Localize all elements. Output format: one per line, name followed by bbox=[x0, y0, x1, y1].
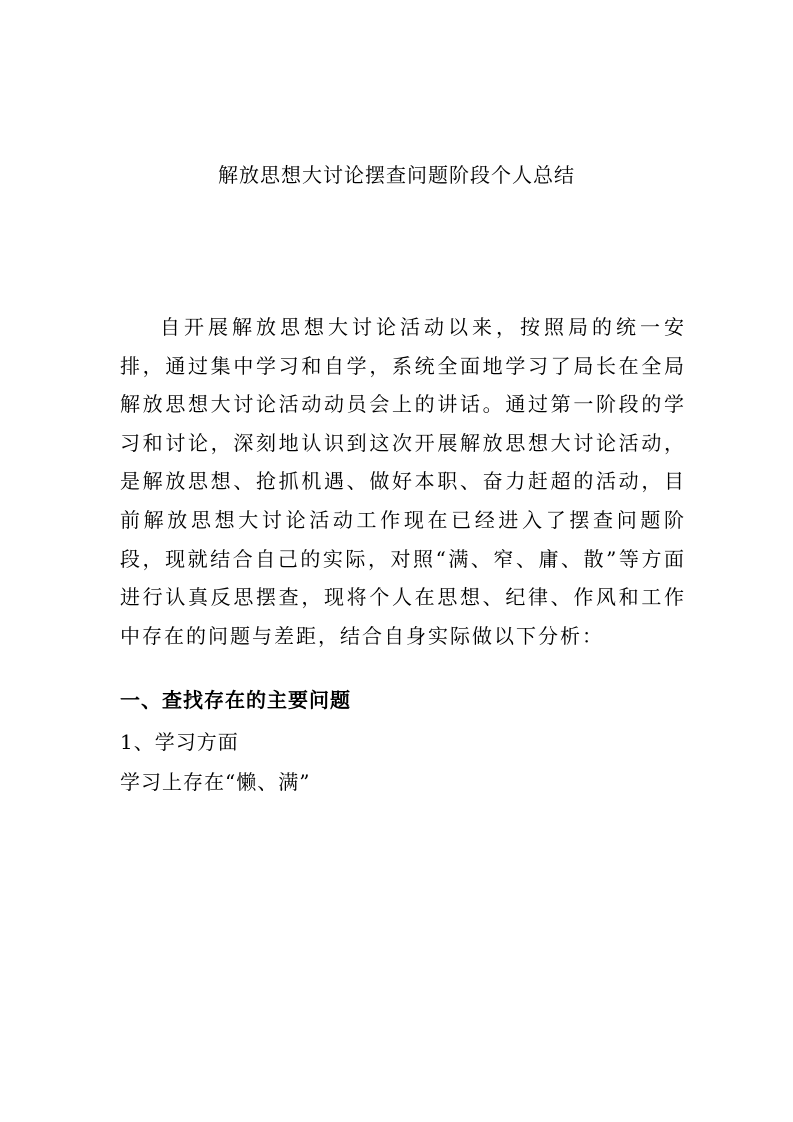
sub-heading: 1、学习方面 bbox=[120, 730, 239, 754]
section-heading: 一、查找存在的主要问题 bbox=[120, 688, 351, 712]
document-title: 解放思想大讨论摆查问题阶段个人总结 bbox=[218, 163, 575, 187]
body-line: 学习上存在“懒、满” bbox=[120, 770, 311, 794]
intro-paragraph: 自开展解放思想大讨论活动以来，按照局的统一安排，通过集中学习和自学，系统全面地学习了局长在全局解放思想大讨论活动动员会上的讲话。通过第一阶段的学习和讨论，深刻地认识到这次开展解放思想大讨论活动，是解放思想、抢抓机遇、做好本职、奋力赶超的活动，目前解放思想大讨论活动工作现在已经进入了摆查问题阶段，现就结合自己的实际，对照“满、窄、庸、散”等方面进行认真反思摆查，现将个人在思想、纪律、作风和工作中存在的问题与差距，结合自身实际做以下分析： bbox=[120, 315, 686, 648]
